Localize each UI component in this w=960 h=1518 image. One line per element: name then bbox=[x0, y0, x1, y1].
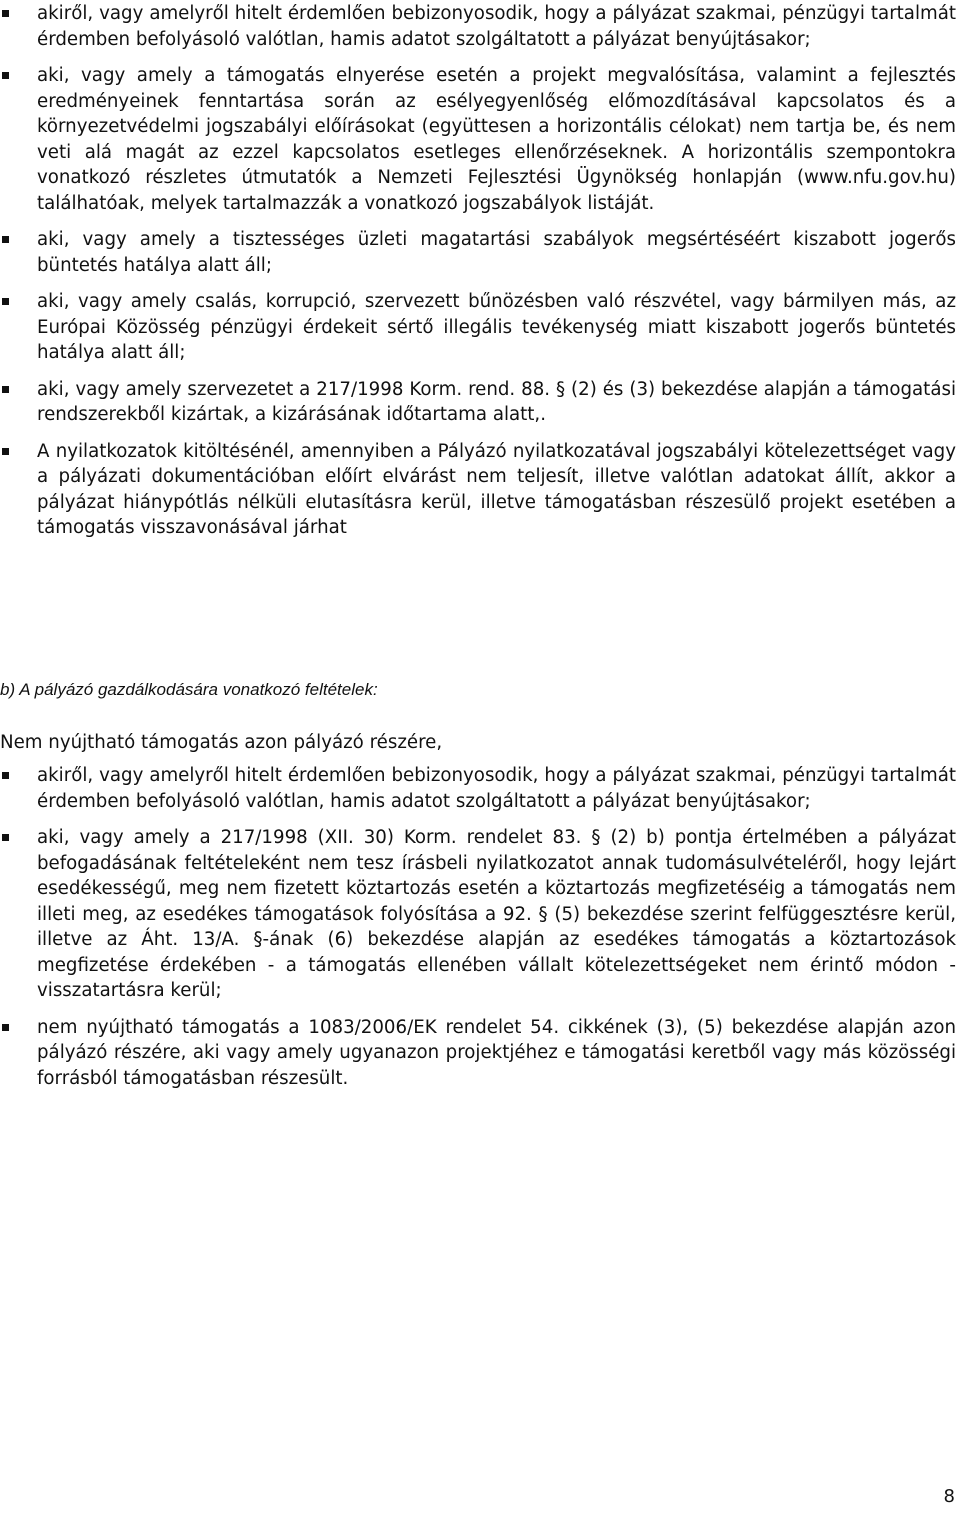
list-item bbox=[0, 377, 960, 428]
list-item-text: aki, vagy amely szervezetet a 217/1998 Korm. rend. 88. § (2) és (3) bekezdése alapján a támogatási rendszerekből kizártak, a kizárásának időtartama alatt,. bbox=[37, 378, 956, 425]
list-item bbox=[0, 825, 960, 1004]
page-number: 8 bbox=[943, 1486, 955, 1507]
square-bullet-icon bbox=[2, 772, 9, 779]
list-item-text: aki, vagy amely a támogatás elnyerése esetén a projekt megvalósítása, valamint a fejlesztés eredményeinek fenntartása során az esélyegyenlőség előmozdításával kapcsolatos és a környezetvédelmi jogszabályi előírásokat (együttesen a horizontális célokat) nem tartja be, és nem veti alá magát az ezzel kapcsolatos esetleges ellenőrzéseknek. A horizontális szempontokra vonatkozó részletes útmutatók a Nemzeti Fejlesztési Ügynökség honlapján (www.nfu.gov.hu) találhatóak, melyek tartalmazzák a vonatkozó jogszabályok listáját. bbox=[37, 65, 956, 214]
list-item bbox=[0, 289, 960, 366]
list-item-text: aki, vagy amely a tisztességes üzleti magatartási szabályok megsértéséért kiszabott jogerős büntetés hatálya alatt áll; bbox=[37, 229, 956, 276]
list-item-text: aki, vagy amely a 217/1998 (XII. 30) Korm. rendelet 83. § (2) b) pontja értelmében a pályázat befogadásának feltételeként nem tesz írásbeli nyilatkozatot annak tudomásulvételéről, hogy lejárt esedékességű, meg nem fizetett köztartozás esetén a köztartozás megfizetéséig a támogatás nem illeti meg, az esedékes támogatások folyósítása a 92. § (5) bekezdése szerint felfüggesztésre kerül, illetve az Áht. 13/A. §-ának (6) bekezdése alapján az esedékes támogatás a köztartozások megfizetése érdekében - a támogatás ellenében vállalt kötelezettségeket nem érintő módon - visszatartásra kerül; bbox=[37, 827, 956, 1001]
list-item bbox=[0, 227, 960, 278]
list-item bbox=[0, 63, 960, 216]
square-bullet-icon bbox=[2, 448, 9, 455]
list-item bbox=[0, 1015, 960, 1092]
list-item bbox=[0, 763, 960, 814]
eligibility-exclusion-list bbox=[0, 1, 960, 552]
list-item-text: aki, vagy amely csalás, korrupció, szervezett bűnözésben való részvétel, vagy bármilyen más, az Európai Közösség pénzügyi érdekeit sértő illegális tevékenység miatt kiszabott jogerős büntetés hatálya alatt áll; bbox=[37, 291, 956, 363]
list-item-text: akiről, vagy amelyről hitelt érdemlően bebizonyosodik, hogy a pályázat szakmai, pénzügyi tartalmát érdemben befolyásoló valótlan, hamis adatot szolgáltatott a pályázat benyújtásakor; bbox=[37, 3, 956, 50]
square-bullet-icon bbox=[2, 72, 9, 79]
square-bullet-icon bbox=[2, 1024, 9, 1031]
square-bullet-icon bbox=[2, 298, 9, 305]
square-bullet-icon bbox=[2, 386, 9, 393]
list-item bbox=[0, 1, 960, 52]
square-bullet-icon bbox=[2, 834, 9, 841]
square-bullet-icon bbox=[2, 10, 9, 17]
list-item-text: A nyilatkozatok kitöltésénél, amennyiben a Pályázó nyilatkozatával jogszabályi kötelezettséget vagy a pályázati dokumentációban előírt elvárást nem teljesít, illetve valótlan adatokat állít, akkor a pályázat hiánypótlás nélküli elutasításra kerül, illetve támogatásban részesülő projekt esetében a támogatás visszavonásával járhat bbox=[37, 440, 956, 538]
intro-paragraph: Nem nyújtható támogatás azon pályázó részére, bbox=[0, 732, 443, 753]
section-title: b) A pályázó gazdálkodására vonatkozó feltételek: bbox=[0, 680, 378, 699]
financial-conditions-list bbox=[0, 763, 960, 1102]
list-item bbox=[0, 439, 960, 541]
square-bullet-icon bbox=[2, 236, 9, 243]
list-item-text: akiről, vagy amelyről hitelt érdemlően bebizonyosodik, hogy a pályázat szakmai, pénzügyi tartalmát érdemben befolyásoló valótlan, hamis adatot szolgáltatott a pályázat benyújtásakor; bbox=[37, 765, 956, 812]
list-item-text: nem nyújtható támogatás a 1083/2006/EK rendelet 54. cikkének (3), (5) bekezdése alapján azon pályázó részére, aki vagy amely ugyanazon projektjéhez e támogatási keretből vagy más közösségi forrásból támogatásban részesült. bbox=[37, 1016, 956, 1089]
